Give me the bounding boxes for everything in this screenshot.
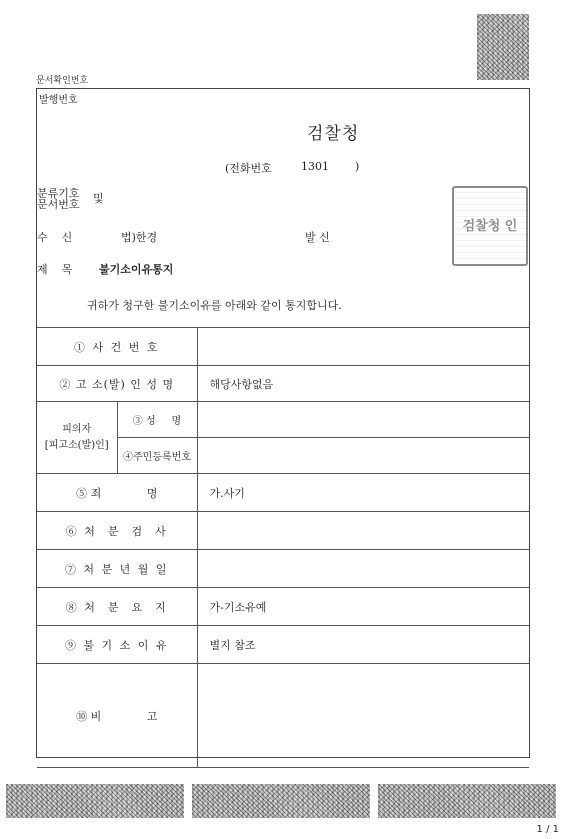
table-row <box>37 626 529 664</box>
remarks-value <box>197 664 529 768</box>
prosecutor-label: ⑥ 처 분 검 사 <box>37 512 197 550</box>
suspect-group-label <box>37 402 117 474</box>
table-row <box>37 366 529 402</box>
table-row <box>37 402 529 438</box>
crime-label: ⑤ 죄 명 <box>37 474 197 512</box>
name-value <box>197 402 529 438</box>
notice-text: 귀하가 청구한 불기소이유를 아래와 같이 통지합니다. <box>87 299 342 312</box>
disposition-summary-label: ⑧ 처 분 요 지 <box>37 588 197 626</box>
phone-close: ) <box>355 160 360 173</box>
classification-label-line2: 문서번호 <box>37 198 80 211</box>
rrn-label: ④주민등록번호 <box>117 438 197 474</box>
disposition-date-value <box>197 550 529 588</box>
doc-check-number-label: 문서확인번호 <box>36 76 89 86</box>
suspect-group-line1: 피의자 <box>62 423 92 435</box>
classification-label <box>37 188 80 210</box>
prosecutor-value <box>197 512 529 550</box>
table-row <box>37 328 529 366</box>
case-number-value <box>197 328 529 366</box>
non-indictment-reason-label: ⑨ 불 기 소 이 유 <box>37 626 197 664</box>
complainant-label: ② 고 소(발) 인 성 명 <box>37 366 197 402</box>
seal-text: 검찰청 인 <box>462 218 518 234</box>
complainant-value: 해당사항없음 <box>197 366 529 402</box>
notice-table <box>37 327 529 768</box>
recipient-label: 수 신 <box>37 231 73 244</box>
subject-label: 제 목 <box>37 263 73 276</box>
disposition-summary-value: 가-기소유예 <box>197 588 529 626</box>
remarks-label: ⑩ 비 고 <box>37 664 197 768</box>
recipient-value: 법)한경 <box>121 231 158 244</box>
table-row <box>37 474 529 512</box>
sender-label: 발 신 <box>305 231 330 244</box>
non-indictment-reason-value: 별지 참조 <box>197 626 529 664</box>
classification-label-line1: 분류기호 <box>37 187 80 200</box>
table-row <box>37 550 529 588</box>
agency-title: 검찰청 <box>307 124 360 144</box>
official-seal-stamp <box>452 186 528 266</box>
phone-value: 1301 <box>301 160 329 173</box>
issue-number-label: 발행번호 <box>39 95 78 106</box>
phone-label: (전화번호 <box>225 162 272 175</box>
footer-barcode-2 <box>192 784 370 818</box>
qr-code-top <box>477 14 529 80</box>
disposition-date-label: ⑦ 처 분 년 월 일 <box>37 550 197 588</box>
footer-barcode-1 <box>6 784 184 818</box>
name-label: ③ 성 명 <box>117 402 197 438</box>
rrn-value <box>197 438 529 474</box>
crime-value: 가.사기 <box>197 474 529 512</box>
case-number-label: ① 사 건 번 호 <box>37 328 197 366</box>
suspect-group-line2: [피고소(발)인] <box>44 439 109 451</box>
table-row <box>37 512 529 550</box>
footer-barcode-3 <box>378 784 556 818</box>
subject-value: 불기소이유통지 <box>99 263 174 276</box>
table-row <box>37 664 529 768</box>
table-row <box>37 588 529 626</box>
classification-and: 및 <box>93 192 104 205</box>
page-number: 1 / 1 <box>536 824 559 835</box>
